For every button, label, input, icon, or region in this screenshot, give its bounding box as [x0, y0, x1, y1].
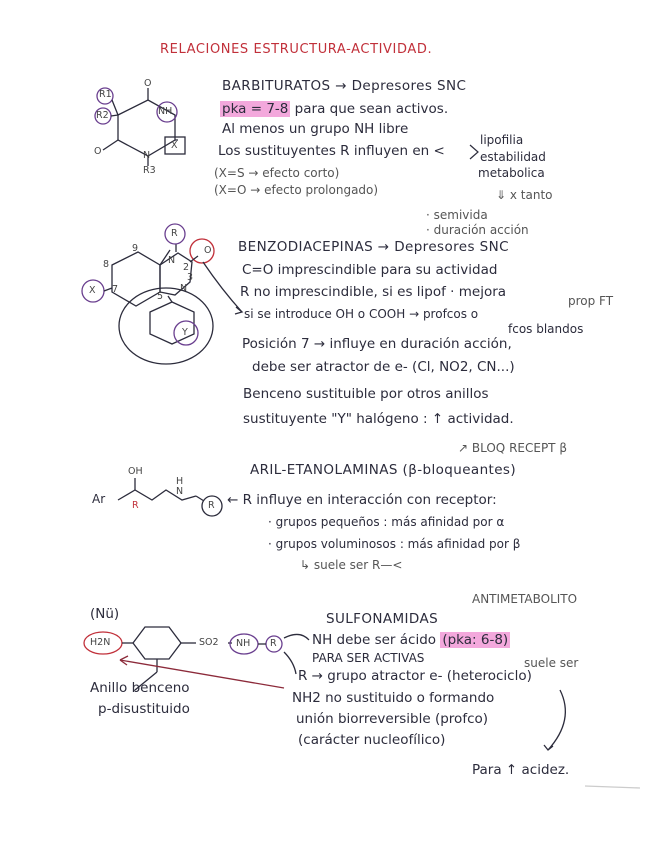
aril-note: ↗ BLOQ RECEPT β	[458, 441, 567, 455]
barb-r3-label: R3	[143, 165, 156, 176]
sulf-line4: NH2 no sustituido o formando	[292, 690, 495, 706]
sulf-line1	[312, 632, 510, 648]
brace-mark	[470, 145, 478, 159]
benzodiacepinas-heading: BENZODIACEPINAS → Depresores SNC	[238, 239, 509, 255]
por-tanto: ⇓ x tanto	[496, 188, 553, 202]
barbituratos-pka-line	[220, 101, 448, 117]
bzd-y-label: Y	[182, 327, 188, 338]
sulf-anillo1: Anillo benceno	[90, 680, 190, 696]
barbituratos-xo: (X=O → efecto prolongado)	[214, 183, 379, 197]
sulf-suele: suele ser	[524, 656, 579, 670]
barbituratos-pka-rest: para que sean activos.	[294, 101, 449, 117]
aril-oh-label: OH	[128, 466, 143, 477]
bzd-pos5: 5	[157, 291, 164, 302]
aril-line4: ↳ suele ser R—<	[300, 558, 403, 572]
barbituratos-xs: (X=S → efecto corto)	[214, 166, 340, 180]
sulf-r-label: R	[270, 638, 277, 649]
semivida: · semivida	[426, 208, 488, 222]
bzd-n4-label: N	[180, 283, 188, 294]
barb-o2-label: O	[94, 146, 102, 157]
sulf-line1-text: NH debe ser ácido	[312, 632, 437, 648]
page-title: RELACIONES ESTRUCTURA-ACTIVIDAD.	[160, 42, 433, 57]
aril-heading: ARIL-ETANOLAMINAS (β-bloqueantes)	[250, 462, 517, 478]
barbituratos-pka-highlight: pka = 7-8	[222, 101, 289, 117]
barb-nh-label: NH	[158, 106, 173, 117]
aril-r-red-label: R	[132, 500, 139, 511]
bzd-line3b: fcos blandos	[508, 322, 584, 336]
aril-line3: · grupos voluminosos : más afinidad por β	[268, 537, 521, 551]
barb-r1-label: R1	[99, 89, 112, 100]
influence-lipofilia: lipofilia	[480, 133, 524, 147]
sulf-line2: PARA SER ACTIVAS	[312, 651, 425, 665]
aril-line1: ← R influye en interacción con receptor:	[227, 492, 497, 508]
bzd-o-label: O	[204, 245, 212, 256]
sulf-so2-label: SO2	[199, 637, 219, 648]
sulf-nh-label: NH	[236, 638, 251, 649]
aril-line2: · grupos pequeños : más afinidad por α	[268, 515, 505, 529]
sulf-heading: SULFONAMIDAS	[326, 611, 439, 627]
barb-x-label: X	[171, 140, 178, 151]
bzd-r-label: R	[171, 228, 178, 239]
bzd-prop: prop FT	[568, 294, 614, 308]
bzd-line7: sustituyente "Y" halógeno : ↑ actividad.	[243, 411, 514, 427]
sulf-anillo2: p-disustituido	[98, 701, 190, 717]
bzd-line2: R no imprescindible, si es lipof · mejora	[240, 284, 507, 300]
bzd-line5: debe ser atractor de e- (Cl, NO2, CN...)	[252, 359, 515, 375]
bzd-line1: C=O imprescindible para su actividad	[242, 262, 498, 278]
sulf-line6: (carácter nucleofílico)	[298, 732, 446, 748]
bzd-pos3: 3	[187, 272, 194, 283]
aril-ar-label: Ar	[92, 492, 106, 506]
aril-h-label: H	[176, 476, 184, 487]
barbituratos-heading: BARBITURATOS → Depresores SNC	[222, 78, 467, 94]
bzd-pos2: 2	[183, 262, 190, 273]
sulf-para: Para ↑ acidez.	[472, 762, 570, 778]
barb-r2-label: R2	[96, 110, 109, 121]
barb-o1-label: O	[144, 78, 152, 89]
bzd-pos8: 8	[103, 259, 110, 270]
aril-n-label: N	[176, 486, 184, 497]
sulf-line5: unión biorreversible (profco)	[296, 711, 489, 727]
sulf-note: ANTIMETABOLITO	[472, 592, 578, 606]
bzd-line3: si se introduce OH o COOH → profcos o	[244, 307, 479, 321]
bzd-pos9: 9	[132, 243, 139, 254]
influence-metabolica: metabolica	[478, 166, 545, 180]
aril-rc-label: R	[208, 500, 215, 511]
bzd-line4: Posición 7 → influye en duración acción,	[242, 336, 512, 352]
duracion-accion: · duración acción	[426, 223, 529, 237]
barb-n-label: N	[143, 150, 151, 161]
sulf-pka-highlight: (pka: 6-8)	[442, 632, 509, 648]
barbituratos-line2: Al menos un grupo NH libre	[222, 121, 409, 137]
influence-estabilidad: estabilidad	[480, 150, 546, 164]
sulf-line3: R → grupo atractor e- (heterociclo)	[298, 668, 532, 684]
sulf-nu-label: (Nü)	[90, 606, 120, 622]
bzd-pos7: 7	[112, 284, 119, 295]
bzd-x-label: X	[89, 285, 96, 296]
bzd-n1-label: N	[168, 255, 176, 266]
barbituratos-line3: Los sustituyentes R influyen en <	[218, 143, 445, 159]
sulf-h2n-label: H2N	[90, 637, 111, 648]
bzd-line6: Benceno sustituible por otros anillos	[243, 386, 489, 402]
